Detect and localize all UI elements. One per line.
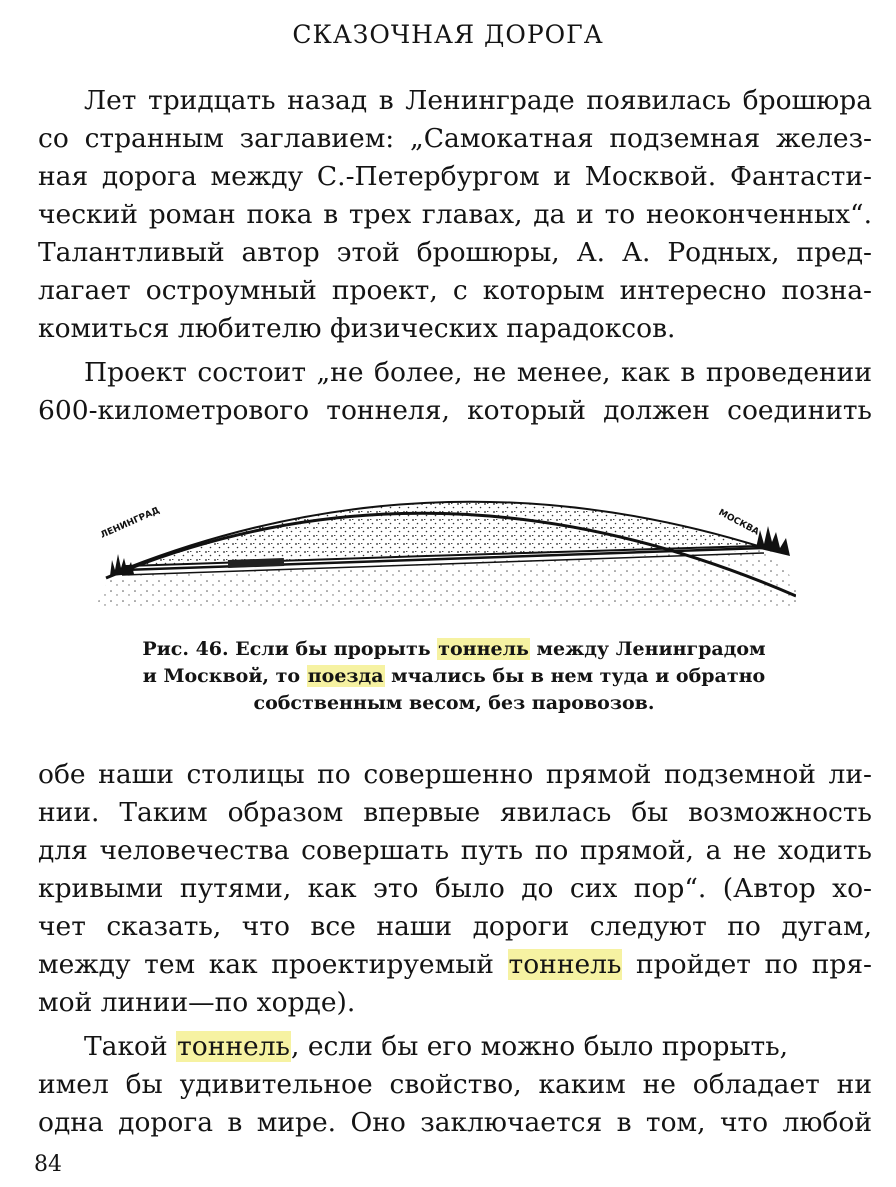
caption-line [96,636,812,663]
text-line [38,1028,872,1066]
text-line: ная дорога между С.-Петербургом и Москвой. Фантасти- [38,161,872,192]
text-line: Проект состоит „не более, не менее, как в проведении [84,357,872,388]
paragraph-block-bottom [38,756,872,1142]
paragraph-block-top [38,82,872,430]
caption-line [96,663,812,690]
text-fragment: между тем как проектируемый [38,949,508,980]
text-line: кривыми путями, как это было до сих пор“. (Автор хо- [38,873,872,904]
running-header: СКАЗОЧНАЯ ДОРОГА [292,20,604,49]
text-line: комиться любителю физических парадоксов. [38,313,676,344]
city-left-skyline [110,554,134,576]
text-line: нии. Таким образом впервые явилась бы возможность [38,797,872,828]
highlight-tunnel: тоннель [438,638,529,660]
text-line: чет сказать, что все наши дороги следуют по дугам, [38,911,872,942]
caption-text: и Москвой, то [142,665,307,687]
caption-text: Рис. 46. Если бы прорыть [142,638,438,660]
caption-text: мчались бы в нем туда и обратно [384,665,766,687]
text-line: Лет тридцать назад в Ленинграде появилась брошюра [84,85,872,116]
text-line: ческий роман пока в трех главах, да и то неоконченных“. [38,199,872,230]
text-line: лагает остроумный проект, с которым интересно позна- [38,275,872,306]
highlight-trains: поезда [307,665,384,687]
text-line: мой линии—по хорде). [38,987,356,1018]
text-line: обе наши столицы по совершенно прямой подземной ли- [38,759,872,790]
text-line: со странным заглавием: „Самокатная подземная желез- [38,123,872,154]
label-leningrad: ЛЕНИНГРАД [99,505,162,541]
highlight-tunnel: тоннель [508,949,622,980]
text-line: Талантливый автор этой брошюры, А. А. Родных, пред- [38,237,872,268]
tunnel-figure [96,478,796,606]
label-moscow: МОСКВА [716,507,761,538]
caption-text: между Ленинградом [529,638,766,660]
figure-caption [96,636,812,717]
caption-line: собственным весом, без паровозов. [253,692,655,714]
text-fragment: Такой [84,1031,177,1062]
text-line: 600-километрового тоннеля, который должен соединить [38,395,872,426]
text-fragment: , если бы его можно было прорыть, [290,1031,789,1062]
page-number: 84 [34,1152,62,1177]
highlight-tunnel: тоннель [177,1031,290,1062]
text-line [38,946,872,984]
tunnel-diagram [96,478,796,606]
text-fragment: пройдет по пря- [622,949,872,980]
text-line: одна дорога в мире. Оно заключается в том, что любой [38,1107,872,1138]
text-line: для человечества совершать путь по прямой, а не ходить [38,835,872,866]
text-line: имел бы удивительное свойство, каким не обладает ни [38,1069,872,1100]
